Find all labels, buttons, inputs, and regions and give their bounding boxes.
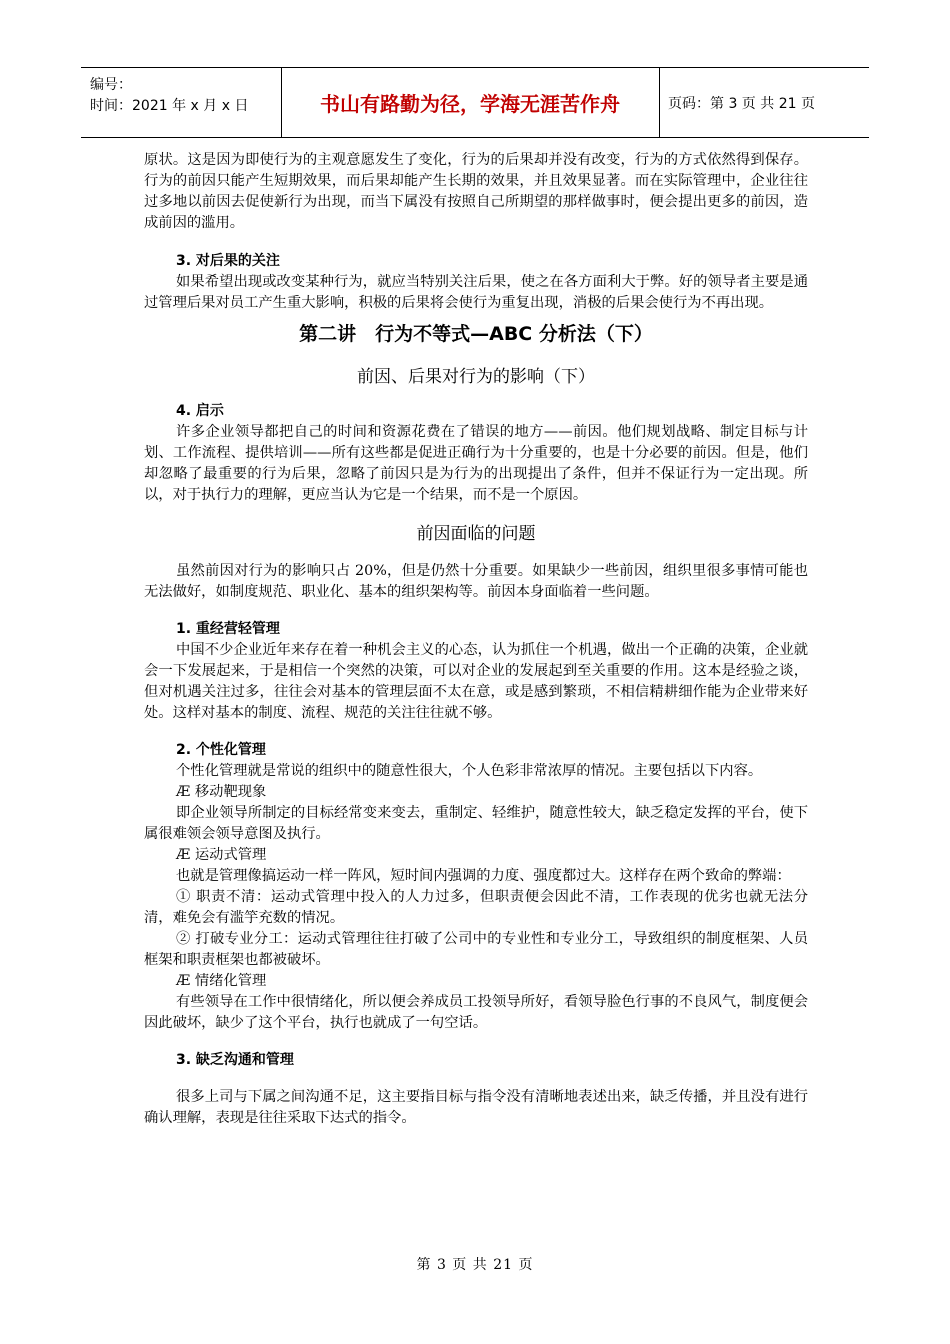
problems-heading: 前因面临的问题 [416, 524, 536, 544]
problem-2-text: 个性化管理就是常说的组织中的随意性很大，个人色彩非常浓厚的情况。主要包括以下内容。 [176, 763, 763, 779]
lecture-subtitle: 前因、后果对行为的影响（下） [357, 367, 595, 387]
section-4-title: 4. 启示 [176, 403, 224, 419]
problem-2-title: 2. 个性化管理 [176, 742, 266, 758]
bullet-campaign-management: Æ 运动式管理 [176, 847, 267, 863]
header-page-info: 页码：第 3 页 共 21 页 [668, 95, 815, 112]
document-body [144, 150, 808, 1129]
section-3-title: 3. 对后果的关注 [176, 253, 280, 269]
bullet-moving-target-text: 即企业领导所制定的目标经常变来变去，重制定、轻维护，随意性较大，缺乏稳定发挥的平台，使下属很难领会领导意图及执行。 [144, 805, 808, 842]
page-footer: 第 3 页 共 21 页 [416, 1257, 534, 1273]
time-label: 时间：2021 年 x 月 x 日 [90, 98, 249, 114]
section-4-text: 许多企业领导都把自己的时间和资源花费在了错误的地方——前因。他们规划战略、制定目标与计划、工作流程、提供培训——所有这些都是促进正确行为十分重要的，也是十分必要的前因。但是，他们却忽略了最重要的行为后果，忽略了前因只是为行为的出现提出了条件，但并不保证行为一定出现。所以，对于执行力的理解，更应当认为它是一个结果，而不是一个原因。 [144, 424, 808, 503]
header-meta-cell [81, 68, 282, 137]
bullet-moving-target: Æ 移动靶现象 [176, 784, 267, 800]
lecture-title: 第二讲 行为不等式—ABC 分析法（下） [299, 323, 653, 345]
problem-1-text: 中国不少企业近年来存在着一种机会主义的心态，认为抓住一个机遇，做出一个正确的决策，企业就会一下发展起来，于是相信一个突然的决策，可以对企业的发展起到至关重要的作用。这本是经验之谈，但对机遇关注过多，往往会对基本的管理层面不太在意，或是感到繁琐，不相信精耕细作能为企业带来好处。这样对基本的制度、流程、规范的关注往往就不够。 [144, 642, 808, 721]
bullet-campaign-management-text: 也就是管理像搞运动一样一阵风，短时间内强调的力度、强度都过大。这样存在两个致命的弊端： [176, 868, 791, 884]
section-3-text: 如果希望出现或改变某种行为，就应当特别关注后果，使之在各方面利大于弊。好的领导者主要是通过管理后果对员工产生重大影响，积极的后果将会使行为重复出现，消极的后果会使行为不再出现。 [144, 274, 808, 311]
problem-1-title: 1. 重经营轻管理 [176, 621, 280, 637]
number-label: 编号： [90, 77, 132, 93]
problem-3-text: 很多上司与下属之间沟通不足，这主要指目标与指令没有清晰地表述出来，缺乏传播，并且没有进行确认理解，表现是往往采取下达式的指令。 [144, 1089, 808, 1126]
circled-item-2: ② 打破专业分工：运动式管理往往打破了公司中的专业性和专业分工，导致组织的制度框架、人员框架和职责框架也都被破坏。 [144, 931, 808, 968]
header-motto: 书山有路勤为径，学海无涯苦作舟 [281, 68, 660, 137]
page-header [81, 67, 869, 138]
bullet-emotional-management: Æ 情绪化管理 [176, 973, 267, 989]
circled-item-1: ① 职责不清：运动式管理中投入的人力过多，但职责便会因此不清，工作表现的优劣也就无法分清，难免会有滥竽充数的情况。 [144, 889, 808, 926]
bullet-emotional-management-text: 有些领导在工作中很情绪化，所以便会养成员工投领导所好，看领导脸色行事的不良风气，制度便会因此破坏，缺少了这个平台，执行也就成了一句空话。 [144, 994, 808, 1031]
paragraph-intro: 原状。这是因为即使行为的主观意愿发生了变化，行为的后果却并没有改变，行为的方式依然得到保存。行为的前因只能产生短期效果，而后果却能产生长期的效果，并且效果显著。而在实际管理中，企业往往过多地以前因去促使新行为出现，而当下属没有按照自己所期望的那样做事时，便会提出更多的前因，造成前因的滥用。 [144, 152, 808, 231]
problem-3-title: 3. 缺乏沟通和管理 [176, 1052, 294, 1068]
problems-intro: 虽然前因对行为的影响只占 20%，但是仍然十分重要。如果缺少一些前因，组织里很多事情可能也无法做好，如制度规范、职业化、基本的组织架构等。前因本身面临着一些问题。 [144, 563, 808, 600]
